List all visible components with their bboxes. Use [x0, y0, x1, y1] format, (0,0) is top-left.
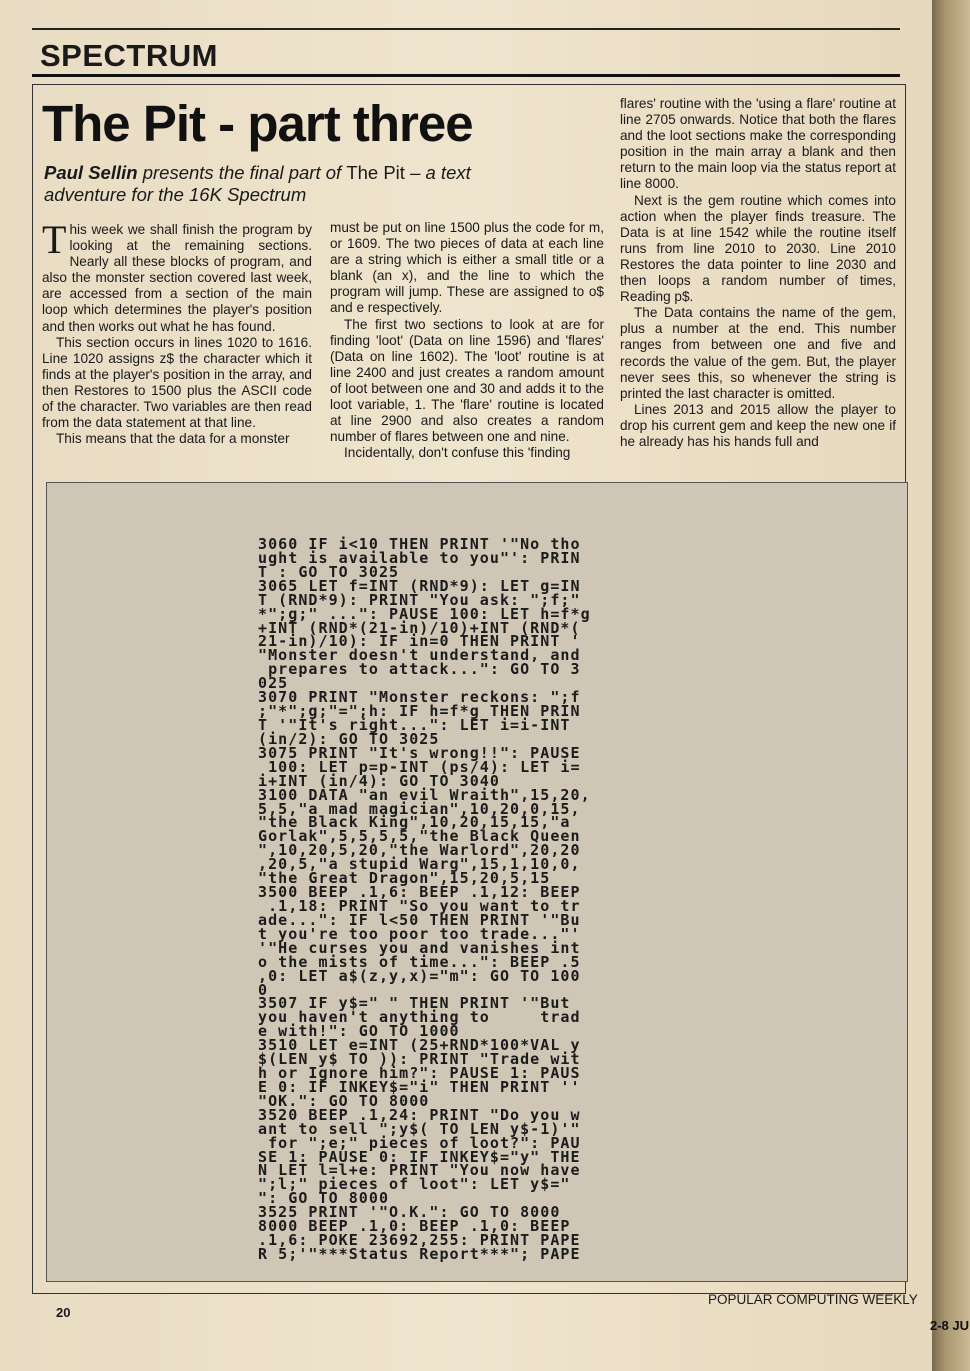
author-name: Paul Sellin [44, 162, 138, 183]
magazine-name: POPULAR COMPUTING WEEKLY [708, 1292, 918, 1307]
paragraph: The first two sections to look at are for finding 'loot' (Data on line 1596) and 'flares' (Data on line 1602). The 'loot' routine is at line 2400 and just creates a random amount of loot between one and 30 and adds it to the loot variable, 1. The 'flare' routine is located at line 2900 and also creates a random number of flares between one and nine. [330, 316, 604, 445]
paragraph: This section occurs in lines 1020 to 1616. Line 1020 assigns z$ the character which it finds at the player's position in the array, and then Restores to 1500 plus the ASCII code of the character. Two variables are then read from the data statement at that line. [42, 334, 312, 431]
program-listing: 3060 IF i<10 THEN PRINT '"No tho ught is available to you"': PRIN T : GO TO 3025 3065 LET f=INT (RND*9): LET g=IN T (RND*9): PRINT "You ask: ";f;" *";g;" ...": PAUSE 100: LET h=f*g +INT (RND*(21-in)/10)+INT (RND*( 21-in)/10): IF in=0 THEN PRINT ' "Monster doesn't understand, and prepares to attack...": GO TO 3 025 3070 PRINT "Monster reckons: ";f ;"*";g;"=";h: IF h=f*g THEN PRIN T '"It's right...": LET i=i-INT (in/2): GO TO 3025 3075 PRINT "It's wrong!!": PAUSE 100: LET p=p-INT (ps/4): LET i= i+INT (in/4): GO TO 3040 3100 DATA "an evil Wraith",15,20, 5,5,"a mad magician",10,20,0,15, "the Black King",10,20,15,15,"a Gorlak",5,5,5,5,"the Black Queen ",10,20,5,20,"the Warlord",20,20 ,20,5,"a stupid Warg",15,1,10,0, "the Great Dragon",15,20,5,15 3500 BEEP .1,6: BEEP .1,12: BEEP .1,18: PRINT "So you want to tr ade...": IF l<50 THEN PRINT '"Bu t you're too poor too trade..."' '"He curses you and vanishes int o the mists of time...": BEEP .5 ,0: LET a$(z,y,x)="m": GO TO 100 0 3507 IF y$=" " THEN PRINT '"But you haven't anything to trad e with!": GO TO 1000 3510 LET e=INT (25+RND*100*VAL y $(LEN y$ TO )): PRINT "Trade wit h or Ignore him?": PAUSE 1: PAUS E 0: IF INKEY$="i" THEN PRINT '' "OK.": GO TO 8000 3520 BEEP .1,24: PRINT "Do you w ant to sell ";y$( TO LEN y$-1)'" for ";e;" pieces of loot?": PAU SE 1: PAUSE 0: IF INKEY$="y" THE N LET l=l+e: PRINT "You now have ";l;" pieces of loot": LET y$=" ": GO TO 8000 3525 PRINT '"O.K.": GO TO 8000 8000 BEEP .1,0: BEEP .1,0: BEEP .1,6: POKE 23692,255: PRINT PAPE R 5;'"***Status Report***"; PAPE [258, 535, 591, 1264]
drop-cap: T [42, 217, 67, 262]
section-heading: SPECTRUM [40, 38, 218, 73]
facing-page-date: 2-8 JU [930, 1318, 970, 1333]
paragraph-text: his week we shall finish the program by looking at the remaining sections. Nearly all these blocks of program, and also the monster section covered last week, are accessed from a section of the main loop which determines the player's position and then works out what he has found. [42, 222, 312, 334]
article-title: The Pit - part three [42, 95, 473, 152]
paragraph: must be put on line 1500 plus the code for m, or 1609. The two pieces of data at each line are a string which is either a small title or a blank (an x), and the line to which the program will jump. These are assigned to o$ and e respectively. [330, 220, 604, 316]
standfirst [44, 162, 514, 206]
paragraph: Lines 2013 and 2015 allow the player to drop his current gem and keep the new one if he already has his hands full and [620, 401, 896, 449]
facing-page-edge [932, 0, 970, 1371]
paragraph: Next is the gem routine which comes into action when the player finds treasure. The Data is at line 1542 while the routine itself runs from line 2010 to 2030. Line 2010 Restores the data pointer to line 2030 and then loops a random number of times, Reading p$. [620, 192, 896, 305]
program-title: The Pit [346, 162, 405, 183]
paragraph [42, 217, 312, 335]
body-column-3 [620, 96, 896, 450]
paragraph: The Data contains the name of the gem, plus a number at the end. This number ranges from between one and five and records the value of the gem. But, the player never sees this, so whenever the string is printed the last character is omitted. [620, 305, 896, 401]
body-column-1 [42, 217, 312, 447]
paragraph: flares' routine with the 'using a flare' routine at line 2705 onwards. Notice that both the flares and the loot sections make the corresponding position in the main array a blank and then return to the main loop via the status report at line 8000. [620, 96, 896, 192]
paragraph: Incidentally, don't confuse this 'finding [344, 445, 571, 461]
page-number: 20 [56, 1305, 71, 1320]
body-column-2 [330, 220, 604, 461]
section-rule [32, 74, 900, 77]
paragraph: This means that the data for a monster [56, 431, 290, 447]
top-rule [32, 28, 900, 30]
standfirst-text-2: – a text adventure for the 16K Spectrum [44, 162, 471, 205]
standfirst-text-1: presents the final part of [137, 162, 347, 183]
